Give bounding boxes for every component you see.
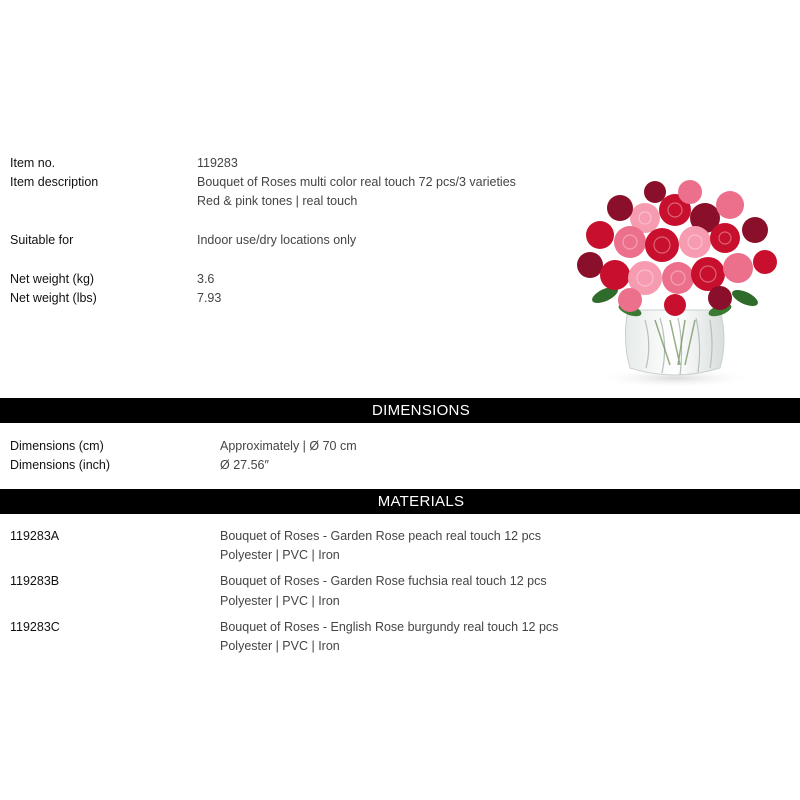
dimensions-inch-value: Ø 27.56″ [220, 458, 269, 472]
material-description: Bouquet of Roses - English Rose burgundy real touch 12 pcs [220, 620, 559, 634]
suitable-for-value: Indoor use/dry locations only [197, 233, 357, 247]
net-weight-kg-value: 3.6 [197, 272, 215, 286]
net-weight-lbs-label: Net weight (lbs) [10, 291, 97, 305]
suitable-for-label: Suitable for [10, 233, 74, 247]
dimensions-cm-value: Approximately | Ø 70 cm [220, 439, 357, 453]
item-description-line1: Bouquet of Roses multi color real touch 72 pcs/3 varieties [197, 175, 516, 189]
rose-bouquet-icon [560, 170, 790, 395]
dimensions-heading-bar [0, 398, 800, 423]
material-description: Bouquet of Roses - Garden Rose fuchsia real touch 12 pcs [220, 574, 547, 588]
item-description-label: Item description [10, 175, 99, 189]
materials-heading-bar [0, 489, 800, 514]
material-composition: Polyester | PVC | Iron [220, 594, 340, 608]
material-composition: Polyester | PVC | Iron [220, 548, 340, 562]
material-description: Bouquet of Roses - Garden Rose peach real touch 12 pcs [220, 529, 542, 543]
dimensions-inch-label: Dimensions (inch) [10, 458, 111, 472]
item-description-line2: Red & pink tones | real touch [197, 194, 358, 208]
material-composition: Polyester | PVC | Iron [220, 639, 340, 653]
dimensions-cm-label: Dimensions (cm) [10, 439, 104, 453]
material-code: 119283C [10, 620, 60, 634]
material-code: 119283A [10, 529, 60, 543]
material-code: 119283B [10, 574, 60, 588]
net-weight-kg-label: Net weight (kg) [10, 272, 95, 286]
item-no-value: 119283 [197, 156, 238, 170]
materials-heading: MATERIALS [377, 493, 465, 510]
item-no-label: Item no. [10, 156, 56, 170]
net-weight-lbs-value: 7.93 [197, 291, 222, 305]
dimensions-heading: DIMENSIONS [371, 402, 470, 419]
